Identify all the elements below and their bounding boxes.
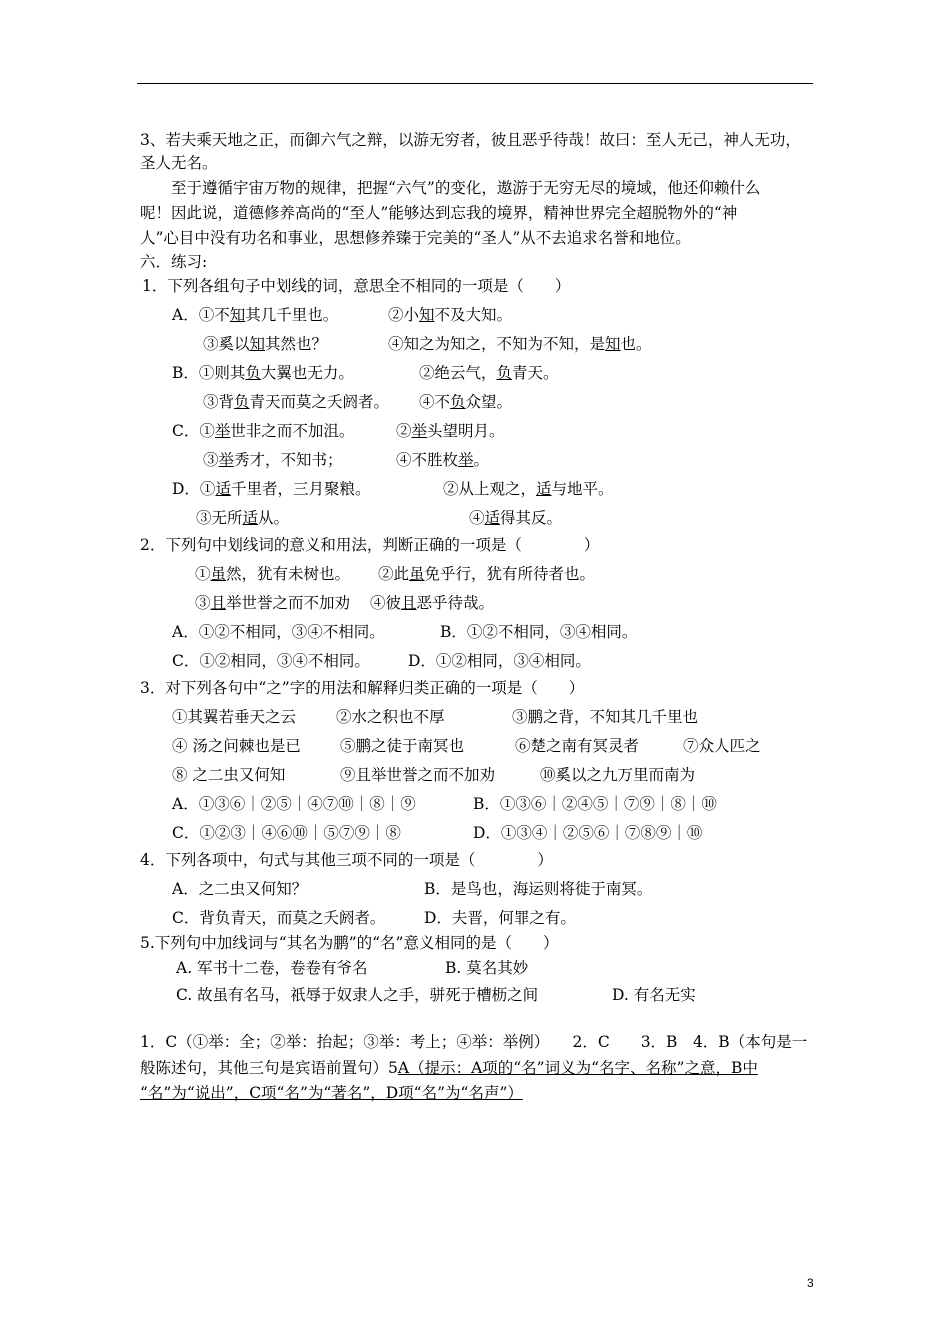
- q1-option-a-item-3: ③奚以知其然也？: [203, 335, 328, 353]
- question-1-stem: 1．下列各组句子中划线的词，意思全不相同的一项是（ ）: [142, 277, 571, 295]
- q3-item-9: ⑨且举世誉之而不加劝: [340, 766, 496, 784]
- passage-translation-line-2: 呢！因此说，道德修养高尚的“至人”能够达到忘我的境界，精神世界完全超脱物外的“神: [140, 204, 738, 222]
- q5-option-d: D. 有名无实: [612, 986, 696, 1004]
- header-rule: [137, 83, 813, 84]
- q1-option-b-item-3: ③背负青天而莫之夭阏者。: [203, 393, 390, 411]
- answer-line-3: “名”为“说出”，C项“名”为“著名”，D项“名”为“名声”）: [140, 1084, 523, 1102]
- q3-item-5: ⑤鹏之徒于南冥也: [340, 737, 465, 755]
- q1-option-a-item-4: ④知之为知之，不知为不知，是知也。: [388, 335, 652, 353]
- q1-option-d-item-3: ③无所适从。: [196, 509, 290, 527]
- q4-option-a: A．之二虫又何知？: [172, 880, 308, 898]
- q2-option-b: B．①②不相同，③④相同。: [440, 623, 638, 641]
- q4-option-b: B．是鸟也，海运则将徙于南冥。: [424, 880, 653, 898]
- q2-option-a: A．①②不相同，③④不相同。: [172, 623, 385, 641]
- answer-line-2: 般陈述句，其他三句是宾语前置句）5A（提示：A项的“名”词义为“名字、名称”之意，B中: [140, 1059, 758, 1077]
- passage-original-line-1: 3、若夫乘天地之正，而御六气之辩，以游无穷者，彼且恶乎待哉！故曰：至人无己，神人无功，: [140, 131, 801, 149]
- q1-option-c-item-1: C．①举世非之而不加沮。: [172, 422, 355, 440]
- q5-option-c: C. 故虽有名马，祇辱于奴隶人之手，骈死于槽枥之间: [176, 986, 539, 1004]
- q3-option-b: B．①③⑥｜②④⑤｜⑦⑨｜⑧｜⑩: [473, 795, 717, 813]
- q5-option-a: A. 军书十二卷，卷卷有爷名: [176, 959, 368, 977]
- q3-item-10: ⑩奚以之九万里而南为: [540, 766, 696, 784]
- passage-translation-line-3: 人”心目中没有功名和事业，思想修养臻于完美的“圣人”从不去追求名誉和地位。: [140, 229, 691, 247]
- q3-item-7: ⑦众人匹之: [683, 737, 761, 755]
- q1-option-b-item-2: ②绝云气，负青天。: [419, 364, 559, 382]
- q1-option-b-item-1: B．①则其负大翼也无力。: [172, 364, 354, 382]
- q1-option-d-item-1: D．①适千里者，三月聚粮。: [172, 480, 371, 498]
- section-title: 六．练习:: [140, 253, 208, 271]
- question-5-stem: 5.下列句中加线词与“其名为鹏”的“名”意义相同的是（ ）: [140, 934, 559, 952]
- passage-translation-line-1: 至于遵循宇宙万物的规律，把握“六气”的变化，遨游于无穷无尽的境域，他还仰赖什么: [171, 179, 761, 197]
- q5-option-b: B. 莫名其妙: [445, 959, 529, 977]
- q3-item-3: ③鹏之背，不知其几千里也: [512, 708, 699, 726]
- q2-option-c: C．①②相同，③④不相同。: [172, 652, 370, 670]
- q4-option-c: C．背负青天，而莫之夭阏者。: [172, 909, 386, 927]
- page-number: 3: [807, 1276, 814, 1290]
- answer-line-1: 1．C（①举：全；②举：抬起；③举：考上；④举：举例） 2．C 3．B 4．B（本句是一: [140, 1033, 808, 1051]
- q3-option-a: A．①③⑥｜②⑤｜④⑦⑩｜⑧｜⑨: [172, 795, 416, 813]
- q2-sentence-2: ②此虽免乎行，犹有所待者也。: [378, 565, 596, 583]
- passage-original-line-2: 圣人无名。: [140, 154, 218, 172]
- q3-option-d: D．①③④｜②⑤⑥｜⑦⑧⑨｜⑩: [473, 824, 703, 842]
- q3-item-6: ⑥楚之南有冥灵者: [515, 737, 640, 755]
- q1-option-a-item-1: A．①不知其几千里也。: [172, 306, 339, 324]
- q3-item-8: ⑧ 之二虫又何知: [172, 766, 286, 784]
- q2-sentence-4: ④彼且恶乎待哉。: [370, 594, 495, 612]
- q1-option-c-item-2: ②举头望明月。: [396, 422, 505, 440]
- q1-option-c-item-3: ③举秀才，不知书；: [203, 451, 343, 469]
- q1-option-b-item-4: ④不负众望。: [419, 393, 513, 411]
- q1-option-d-item-2: ②从上观之，适与地平。: [443, 480, 614, 498]
- q3-item-1: ①其翼若垂天之云: [172, 708, 297, 726]
- q2-option-d: D．①②相同，③④相同。: [408, 652, 591, 670]
- q4-option-d: D．夫晋，何罪之有。: [424, 909, 576, 927]
- q2-sentence-3: ③且举世誉之而不加劝: [195, 594, 351, 612]
- question-3-stem: 3．对下列各句中“之”字的用法和解释归类正确的一项是（ ）: [140, 679, 585, 697]
- question-2-stem: 2．下列句中划线词的意义和用法，判断正确的一项是（ ）: [140, 536, 600, 554]
- q3-item-2: ②水之积也不厚: [336, 708, 445, 726]
- question-4-stem: 4．下列各项中，句式与其他三项不同的一项是（ ）: [140, 851, 553, 869]
- q1-option-a-item-2: ②小知不及大知。: [388, 306, 513, 324]
- q1-option-d-item-4: ④适得其反。: [469, 509, 563, 527]
- q3-option-c: C．①②③｜④⑥⑩｜⑤⑦⑨｜⑧: [172, 824, 401, 842]
- q2-sentence-1: ①虽然，犹有未树也。: [195, 565, 351, 583]
- q3-item-4: ④ 汤之问棘也是已: [172, 737, 301, 755]
- q1-option-c-item-4: ④不胜枚举。: [396, 451, 490, 469]
